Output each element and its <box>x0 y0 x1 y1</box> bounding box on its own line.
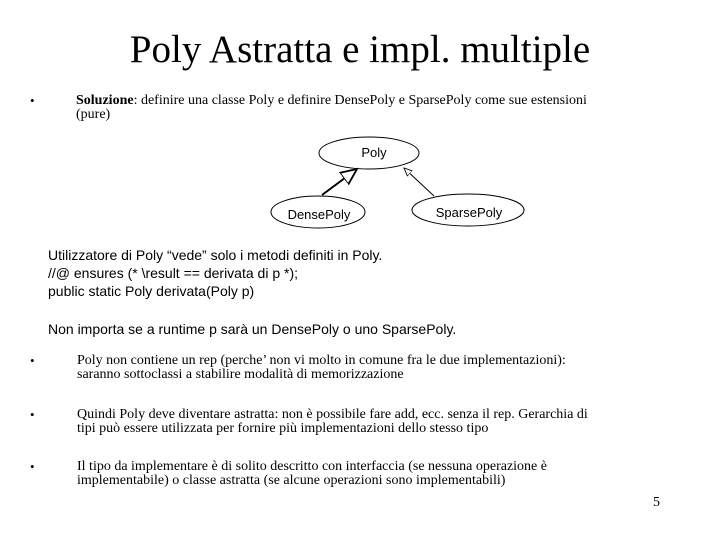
bullet-text <box>77 460 697 488</box>
bullet-line: Il tipo da implementare è di solito descritto con interfaccia (se nessuna operazione è <box>77 459 547 474</box>
densepoly-label: DensePoly <box>287 207 351 222</box>
intro-line2: (pure) <box>76 107 111 122</box>
sparsepoly-label: SparsePoly <box>435 205 503 220</box>
bullet-dot: • <box>30 407 35 422</box>
code-line-1: Utilizzatore di Poly “vede” solo i metodi definiti in Poly. <box>48 247 383 263</box>
runtime-note: Non importa se a runtime p sarà un DensePoly o uno SparsePoly. <box>48 321 457 337</box>
intro-label: Soluzione <box>76 93 134 108</box>
bullet-dot: • <box>30 353 35 368</box>
bullet-dot: • <box>30 93 35 108</box>
slide-title: Poly Astratta e impl. multiple <box>129 28 591 71</box>
bullet-line: saranno sottoclassi a stabilire modalità di memorizzazione <box>77 367 404 382</box>
bullet-line: tipi può essere utilizzata per fornire più implementazioni dello stesso tipo <box>77 421 489 436</box>
bullet-item-1 <box>30 354 700 386</box>
bullet-text <box>77 354 697 382</box>
bullet-line: Poly non contiene un rep (perche’ non vi molto in comune fra le due implementazioni): <box>77 353 566 368</box>
bullet-item-3 <box>30 460 700 492</box>
densepoly-arrow <box>322 169 357 195</box>
code-line-2: //@ ensures (* \result == derivata di p *); <box>48 265 298 281</box>
bullet-dot: • <box>30 459 35 474</box>
bullet-text <box>77 408 697 436</box>
bullet-line: Quindi Poly deve diventare astratta: non è possibile fare add, ecc. senza il rep. Gerarchia di <box>77 407 588 422</box>
sparsepoly-arrow <box>404 168 434 196</box>
code-line-3: public static Poly derivata(Poly p) <box>48 283 255 299</box>
page-number: 5 <box>653 495 660 510</box>
intro-line1: : definire una classe Poly e definire DensePoly e SparsePoly come sue estensioni <box>133 93 587 108</box>
bullet-item-2 <box>30 408 700 440</box>
bullet-line: implementabile) o classe astratta (se alcune operazioni sono implementabili) <box>77 473 506 488</box>
poly-label: Poly <box>361 145 387 160</box>
